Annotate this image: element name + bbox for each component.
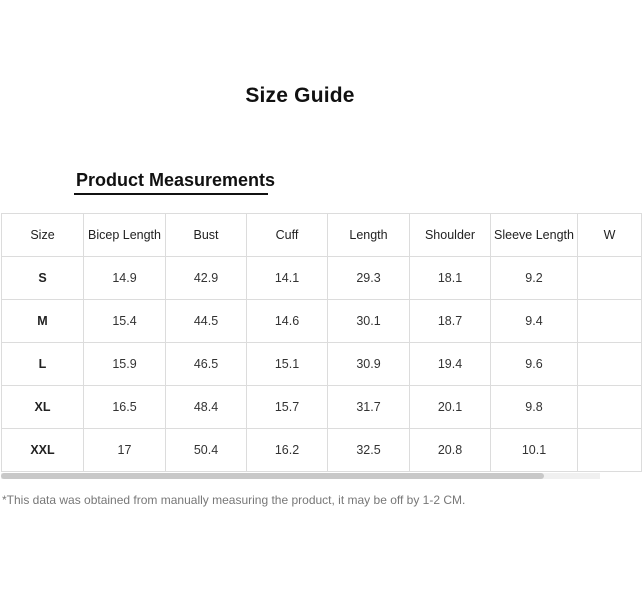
- table-cell: [578, 386, 642, 429]
- table-cell-size: S: [2, 257, 84, 300]
- table-cell: 42.9: [166, 257, 247, 300]
- column-header-cuff: Cuff: [247, 214, 328, 257]
- table-row: [2, 386, 642, 429]
- table-cell-size: M: [2, 300, 84, 343]
- table-cell: 46.5: [166, 343, 247, 386]
- table-cell: 16.2: [247, 429, 328, 472]
- column-header-w: W: [578, 214, 642, 257]
- table-row: [2, 300, 642, 343]
- measurement-disclaimer: *This data was obtained from manually measuring the product, it may be off by 1-2 CM.: [2, 493, 466, 507]
- table-cell: 44.5: [166, 300, 247, 343]
- table-header-row: [2, 214, 642, 257]
- column-header-length: Length: [328, 214, 410, 257]
- table-cell: 32.5: [328, 429, 410, 472]
- column-header-shoulder: Shoulder: [410, 214, 491, 257]
- column-header-bust: Bust: [166, 214, 247, 257]
- table-cell: 30.9: [328, 343, 410, 386]
- table-cell-size: XL: [2, 386, 84, 429]
- column-header-sleeve-length: Sleeve Length: [491, 214, 578, 257]
- table-cell: 16.5: [84, 386, 166, 429]
- table-cell: 14.1: [247, 257, 328, 300]
- table-cell-size: L: [2, 343, 84, 386]
- page-title: Size Guide: [245, 84, 355, 107]
- column-header-bicep-length: Bicep Length: [84, 214, 166, 257]
- table-cell: 9.4: [491, 300, 578, 343]
- section-title: Product Measurements: [76, 170, 276, 190]
- table-cell: 15.7: [247, 386, 328, 429]
- table-cell: 9.6: [491, 343, 578, 386]
- table-cell: 9.2: [491, 257, 578, 300]
- table-cell: 31.7: [328, 386, 410, 429]
- table-cell: 50.4: [166, 429, 247, 472]
- table-cell: 14.6: [247, 300, 328, 343]
- table-cell: [578, 429, 642, 472]
- measurements-table: [1, 213, 642, 472]
- column-header-size: Size: [2, 214, 84, 257]
- section-title-underline: [74, 193, 268, 195]
- table-cell: 17: [84, 429, 166, 472]
- table-row: [2, 257, 642, 300]
- table-cell: 15.4: [84, 300, 166, 343]
- table-cell: 30.1: [328, 300, 410, 343]
- table-cell: 48.4: [166, 386, 247, 429]
- table-cell: 14.9: [84, 257, 166, 300]
- measurements-table-container[interactable]: [1, 213, 616, 473]
- table-cell: 18.7: [410, 300, 491, 343]
- table-cell: 10.1: [491, 429, 578, 472]
- table-cell: 29.3: [328, 257, 410, 300]
- horizontal-scrollbar-thumb[interactable]: [1, 473, 544, 479]
- table-cell: [578, 257, 642, 300]
- table-cell-size: XXL: [2, 429, 84, 472]
- table-cell: [578, 300, 642, 343]
- table-cell: 19.4: [410, 343, 491, 386]
- table-cell: 9.8: [491, 386, 578, 429]
- table-cell: 18.1: [410, 257, 491, 300]
- table-cell: 20.8: [410, 429, 491, 472]
- table-cell: [578, 343, 642, 386]
- table-cell: 15.9: [84, 343, 166, 386]
- table-row: [2, 343, 642, 386]
- table-row: [2, 429, 642, 472]
- table-cell: 20.1: [410, 386, 491, 429]
- table-cell: 15.1: [247, 343, 328, 386]
